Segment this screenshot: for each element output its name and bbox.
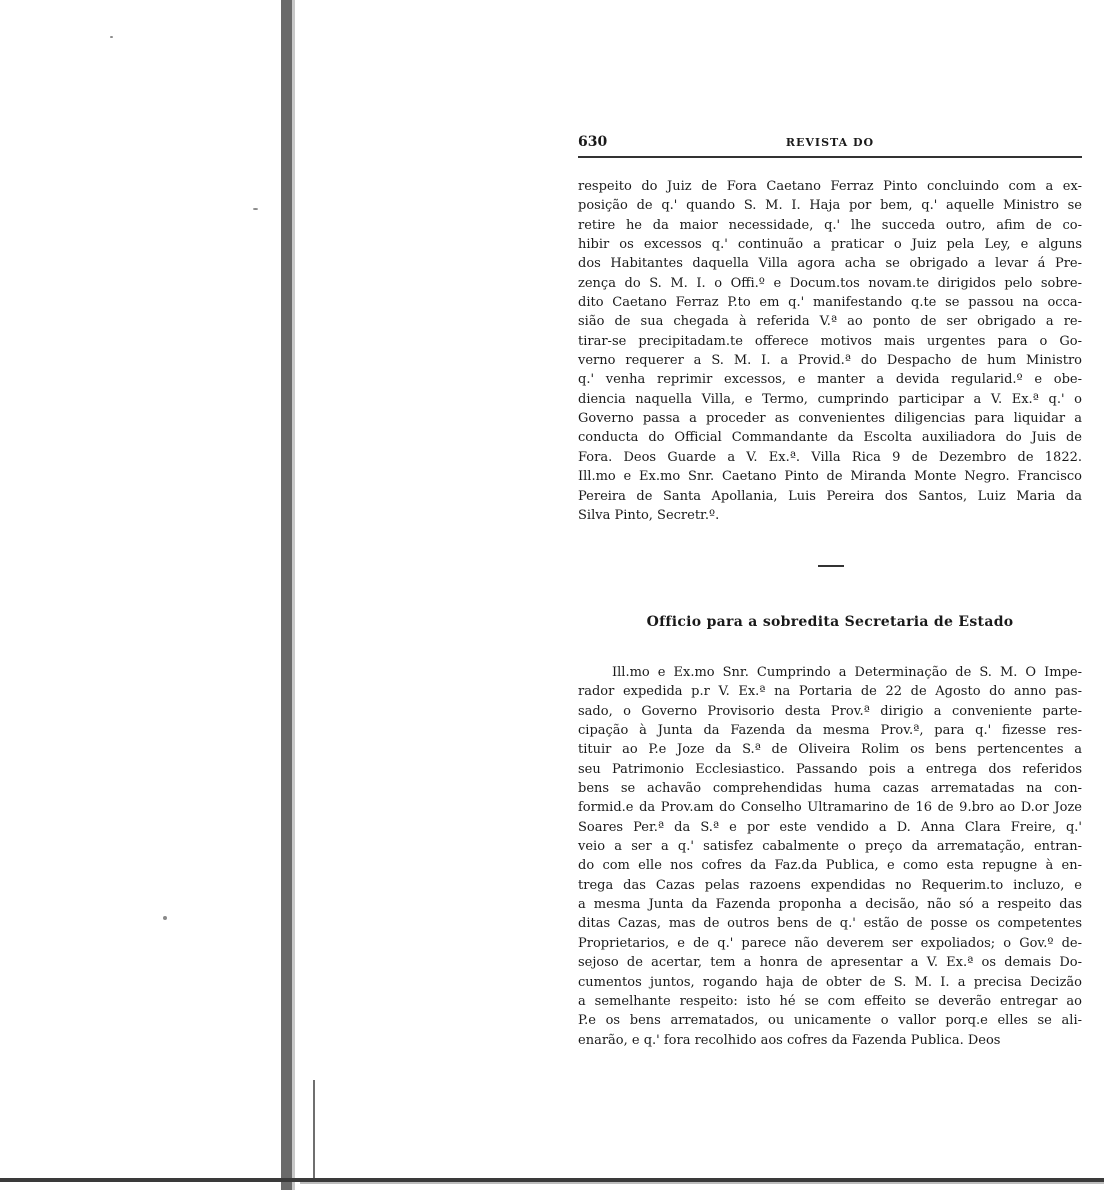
text-line: posição de q.' quando S. M. I. Haja por bem, q.' aquelle Ministro se [578, 198, 1082, 214]
text-line: formid.e da Prov.am do Conselho Ultramarino de 16 de 9.bro ao D.or Joze [578, 800, 1082, 816]
paragraph-officio [578, 663, 1082, 1050]
text-line: q.' venha reprimir excessos, e manter a devida regularid.º e obe- [578, 372, 1082, 388]
text-line: Pereira de Santa Apollania, Luis Pereira dos Santos, Luiz Maria da [578, 488, 1082, 504]
text-line: hibir os excessos q.' continuão a praticar o Juiz pela Ley, e alguns [578, 237, 1082, 253]
text-line: a mesma Junta da Fazenda proponha a decisão, não só a respeito das [578, 897, 1082, 913]
text-line: bens se achavão comprehendidas huma cazas arrematadas na con- [578, 781, 1082, 797]
section-heading: Officio para a sobredita Secretaria de Estado [646, 614, 1014, 630]
text-line: diencia naquella Villa, e Termo, cumprindo participar a V. Ex.ª q.' o [578, 391, 1082, 407]
text-line: Soares Per.ª da S.ª e por este vendido a D. Anna Clara Freire, q.' [578, 819, 1082, 835]
page-number: 630 [578, 134, 608, 150]
text-line: dos Habitantes daquella Villa agora acha se obrigado a levar á Pre- [578, 256, 1082, 272]
text-line: sejoso de acertar, tem a honra de apresentar a V. Ex.ª os demais Do- [578, 955, 1082, 971]
text-line: tirar-se precipitadam.te offerece motivos mais urgentes para o Go- [578, 333, 1082, 349]
book-gutter-shadow [281, 0, 292, 1190]
text-line: cumentos juntos, rogando haja de obter de S. M. I. a precisa Decizão [578, 974, 1082, 990]
text-line: verno requerer a S. M. I. a Provid.ª do Despacho de hum Ministro [578, 353, 1082, 369]
text-line: dito Caetano Ferraz P.to em q.' manifestando q.te se passou na occa- [578, 295, 1082, 311]
text-line: Proprietarios, e de q.' parece não deverem ser expoliados; o Gov.º de- [578, 935, 1082, 951]
text-line: veio a ser a q.' satisfez cabalmente o preço da arrematação, entran- [578, 839, 1082, 855]
text-line: sado, o Governo Provisorio desta Prov.ª dirigio a conveniente parte- [578, 703, 1082, 719]
text-line: cipação à Junta da Fazenda da mesma Prov.ª, para q.' fizesse res- [578, 723, 1082, 739]
text-line: trega das Cazas pelas razoens expendidas no Requerim.to incluzo, e [578, 877, 1082, 893]
scan-speck [253, 208, 258, 210]
running-head: REVISTA DO [785, 136, 875, 149]
text-line: seu Patrimonio Ecclesiastico. Passando pois a entrega dos referidos [578, 761, 1082, 777]
text-line: rador expedida p.r V. Ex.ª na Portaria de 22 de Agosto do anno pas- [578, 684, 1082, 700]
book-gutter-edge [292, 0, 295, 1190]
scan-bottom-edge-light [300, 1182, 1104, 1184]
text-line: retire he da maior necessidade, q.' lhe succeda outro, afim de co- [578, 217, 1082, 233]
text-line: enarão, e q.' fora recolhido aos cofres da Fazenda Publica. Deos [578, 1032, 1001, 1048]
text-line: zença do S. M. I. o Offi.º e Docum.tos novam.te dirigidos pelo sobre- [578, 275, 1082, 291]
text-line: respeito do Juiz de Fora Caetano Ferraz Pinto concluindo com a ex- [578, 179, 1082, 194]
text-line: Silva Pinto, Secretr.º. [578, 507, 720, 523]
text-line: Ill.mo e Ex.mo Snr. Caetano Pinto de Miranda Monte Negro. Francisco [578, 469, 1082, 485]
text-line: conducta do Official Commandante da Escolta auxiliadora do Juis de [578, 430, 1082, 446]
text-line: Fora. Deos Guarde a V. Ex.ª. Villa Rica 9 de Dezembro de 1822. [578, 449, 1082, 465]
page-header [578, 134, 1082, 158]
text-line: tituir ao P.e Joze da S.ª de Oliveira Rolim os bens pertencentes a [578, 742, 1082, 758]
text-line: P.e os bens arrematados, ou unicamente o vallor porq.e elles se ali- [578, 1013, 1082, 1029]
scan-fold-line [313, 1080, 315, 1178]
scan-speck [110, 36, 113, 38]
scan-speck [163, 916, 167, 920]
text-line: Governo passa a proceder as convenientes diligencias para liquidar a [578, 411, 1082, 427]
text-line: sião de sua chegada à referida V.ª ao ponto de ser obrigado a re- [578, 314, 1082, 330]
paragraph-letter-continuation [578, 177, 1082, 525]
text-line: a semelhante respeito: isto hé se com effeito se deverão entregar ao [578, 993, 1082, 1009]
text-line: ditas Cazas, mas de outros bens de q.' estão de posse os competentes [578, 916, 1082, 932]
section-divider [818, 565, 844, 567]
text-line: Ill.mo e Ex.mo Snr. Cumprindo a Determinação de S. M. O Impe- [612, 665, 1082, 680]
text-line: do com elle nos cofres da Faz.da Publica, e como esta repugne à en- [578, 858, 1082, 874]
